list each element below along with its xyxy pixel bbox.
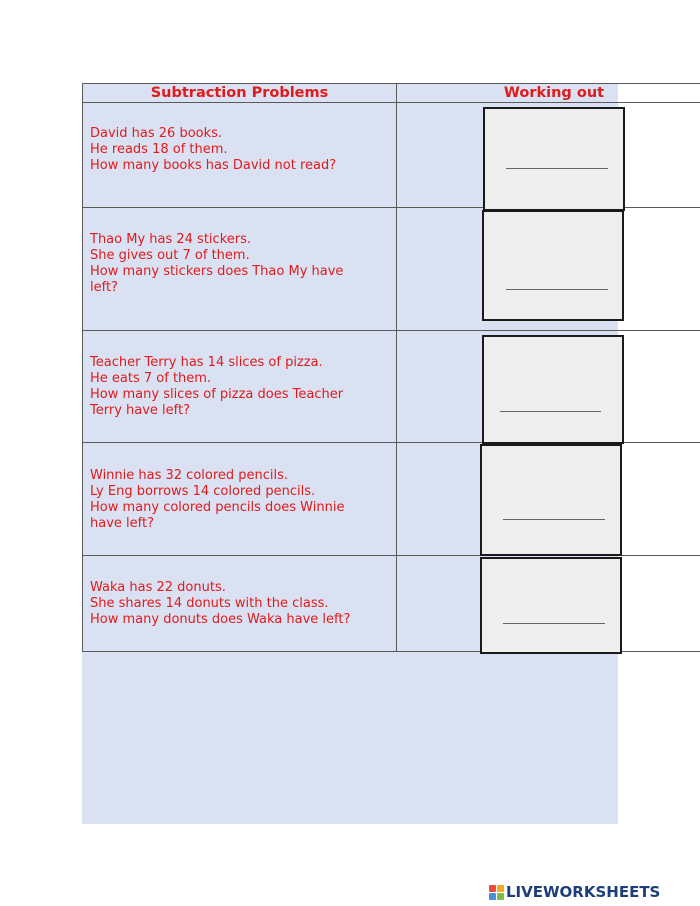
problem-line: have left?: [90, 516, 154, 531]
problem-line: She gives out 7 of them.: [90, 248, 250, 263]
header-subtraction-problems: Subtraction Problems: [150, 85, 329, 101]
problem-1-text: [90, 126, 390, 174]
answer-line-4: [503, 519, 605, 520]
answer-line-3: [500, 411, 601, 412]
answer-line-5: [503, 623, 605, 624]
problem-line: left?: [90, 280, 118, 295]
problem-line: How many donuts does Waka have left?: [90, 612, 351, 627]
problem-5-text: [90, 580, 390, 628]
problem-line: Winnie has 32 colored pencils.: [90, 468, 289, 483]
answer-box-2[interactable]: [482, 210, 624, 321]
problem-line: How many stickers does Thao My have: [90, 264, 344, 279]
problem-line: How many slices of pizza does Teacher: [90, 387, 344, 402]
liveworksheets-logo[interactable]: [489, 882, 660, 902]
problem-2-text: [90, 232, 390, 296]
header-divider: [82, 102, 700, 103]
problem-4-text: [90, 468, 390, 532]
problem-line: She shares 14 donuts with the class.: [90, 596, 329, 611]
problem-line: Teacher Terry has 14 slices of pizza.: [90, 355, 323, 370]
logo-text: LIVEWORKSHEETS: [506, 883, 661, 901]
problem-line: Waka has 22 donuts.: [90, 580, 226, 595]
answer-box-4[interactable]: [480, 444, 622, 556]
answer-box-1[interactable]: [483, 107, 625, 211]
answer-line-1: [506, 168, 608, 169]
problem-line: He reads 18 of them.: [90, 142, 228, 157]
problem-line: Terry have left?: [90, 403, 191, 418]
answer-box-3[interactable]: [482, 335, 624, 444]
answer-line-2: [506, 289, 608, 290]
table-border-left: [82, 83, 83, 652]
answer-box-5[interactable]: [480, 557, 622, 654]
problem-line: Thao My has 24 stickers.: [90, 232, 252, 247]
liveworksheets-logo-icon: [489, 885, 504, 900]
problem-line: How many colored pencils does Winnie: [90, 500, 345, 515]
header-working-out: Working out: [503, 85, 605, 101]
problem-3-text: [90, 355, 390, 419]
row-divider: [82, 330, 700, 331]
problem-line: How many books has David not read?: [90, 158, 337, 173]
problem-line: Ly Eng borrows 14 colored pencils.: [90, 484, 316, 499]
column-divider: [396, 83, 397, 652]
problem-line: David has 26 books.: [90, 126, 223, 141]
problem-line: He eats 7 of them.: [90, 371, 212, 386]
